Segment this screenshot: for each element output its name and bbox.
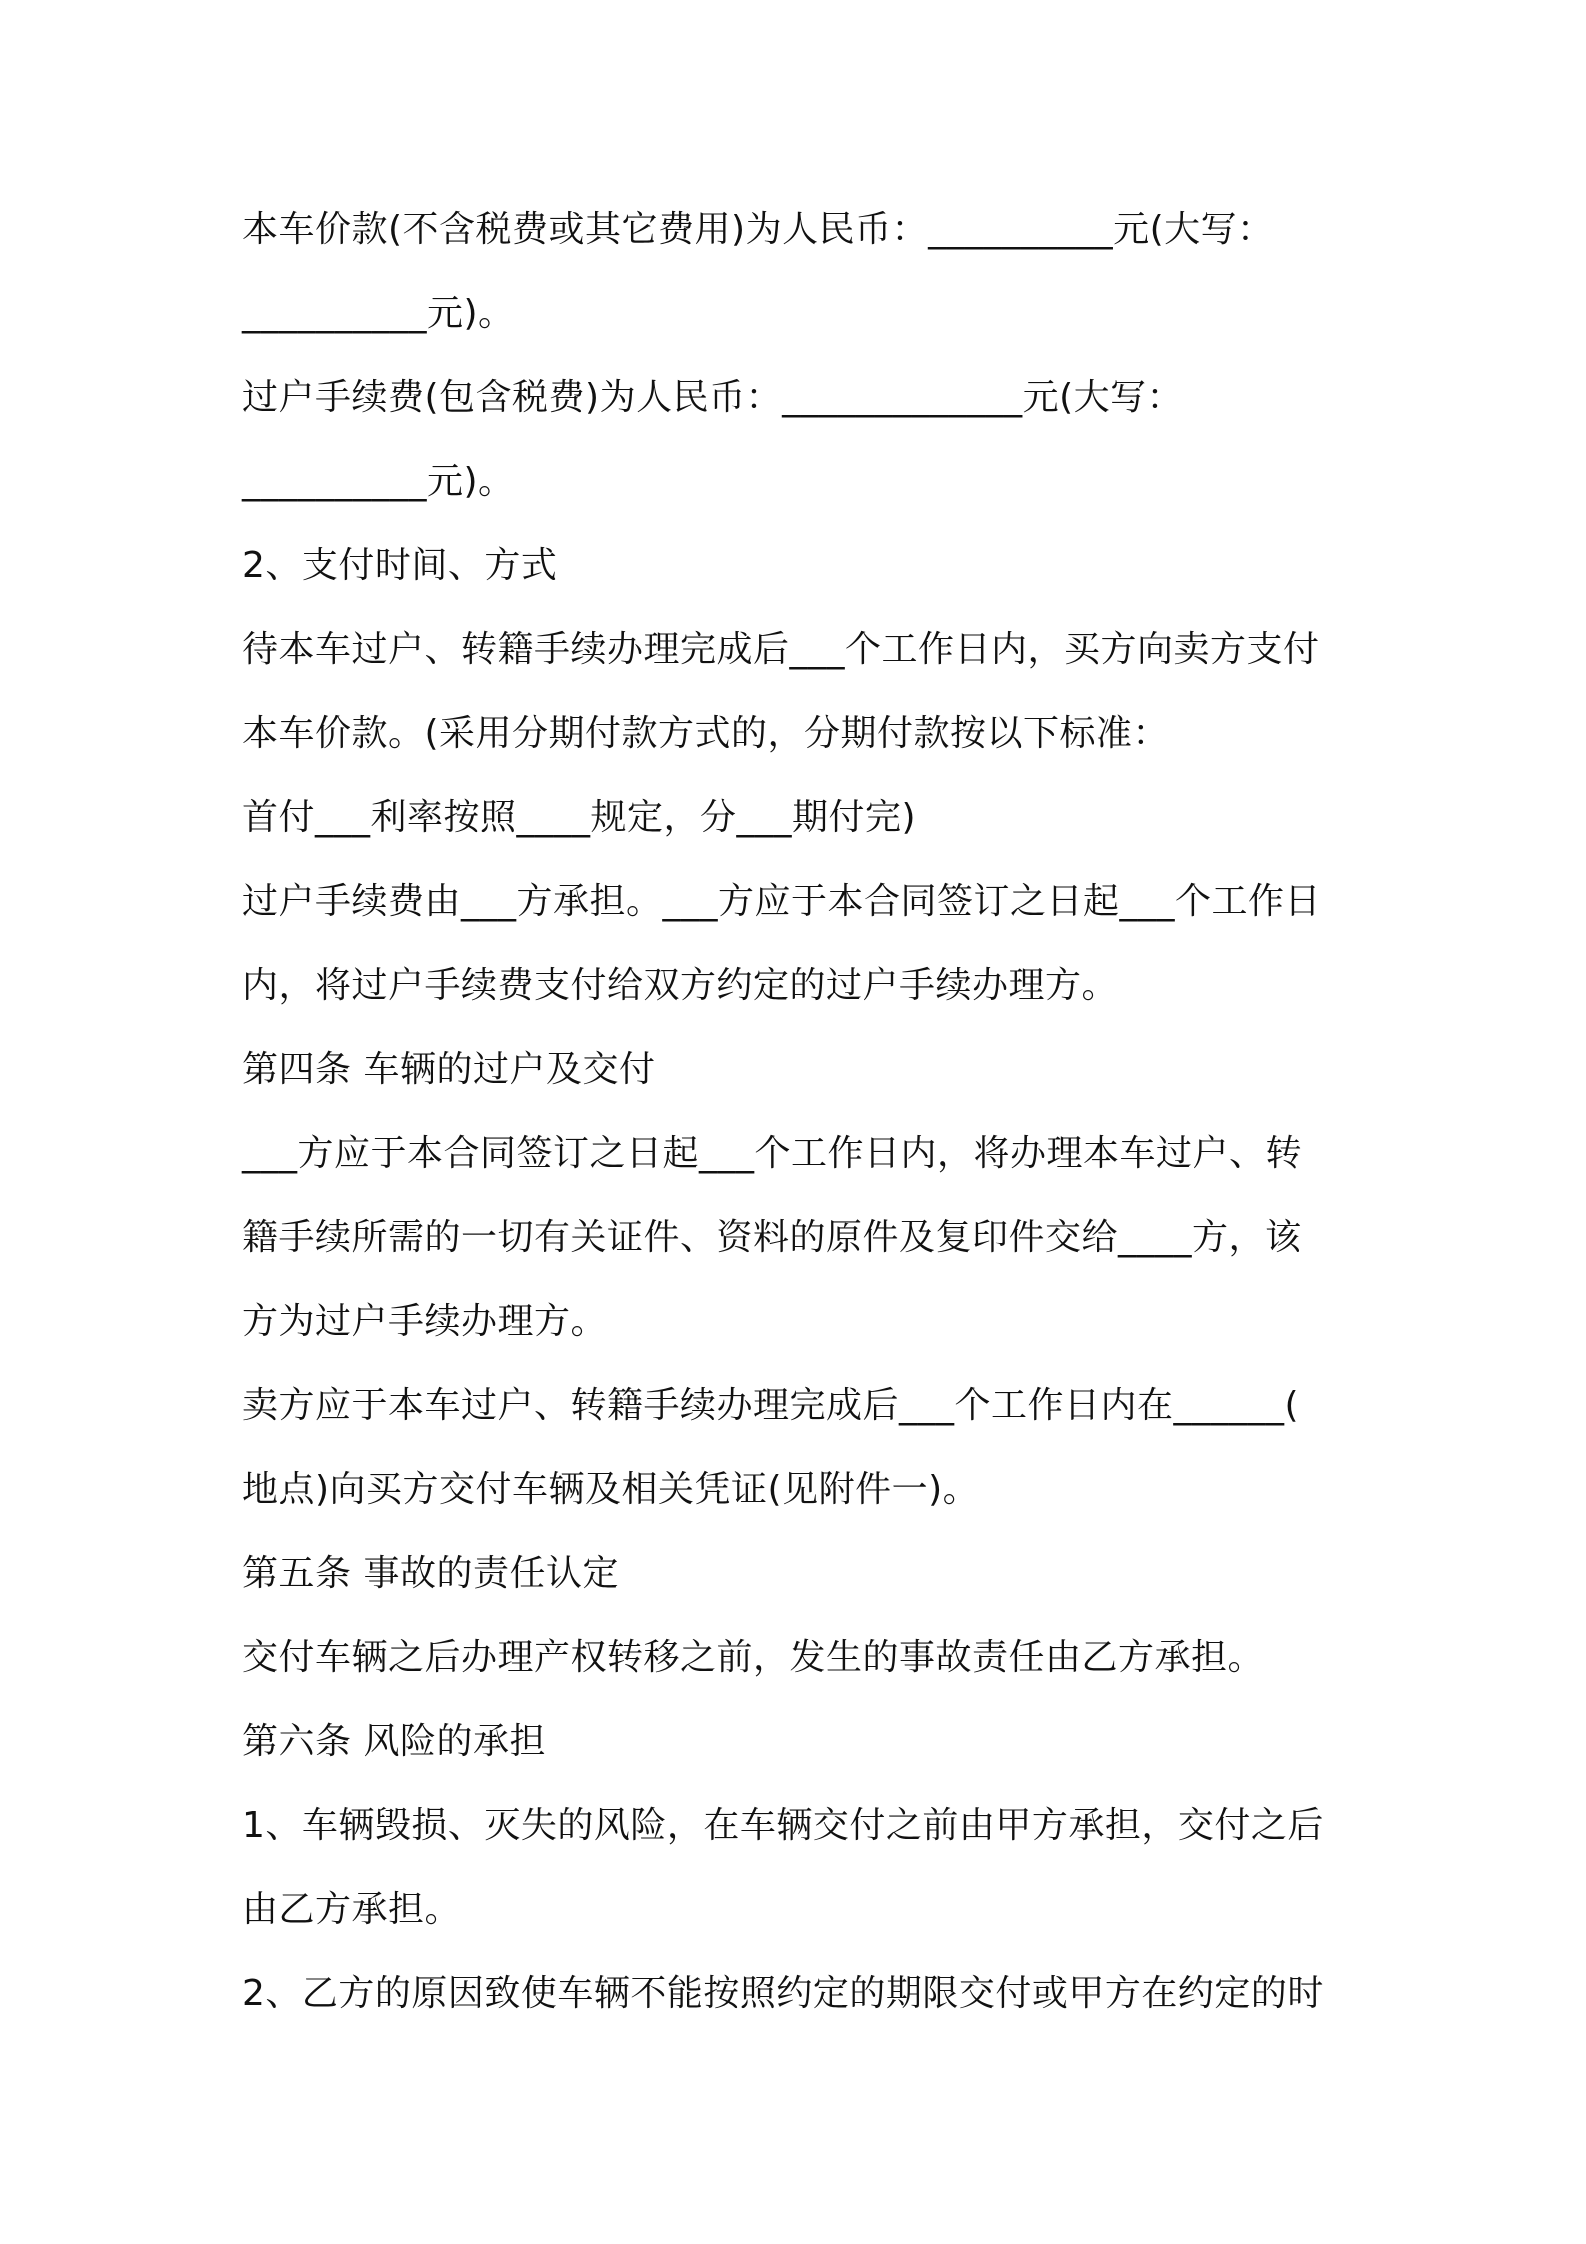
text-line: 籍手续所需的一切有关证件、资料的原件及复印件交给____方，该 bbox=[242, 1217, 1302, 1258]
section-heading: 2、支付时间、方式 bbox=[242, 545, 558, 586]
text-line: 卖方应于本车过户、转籍手续办理完成后___个工作日内在______( bbox=[242, 1385, 1300, 1426]
text-line: 由乙方承担。 bbox=[242, 1889, 462, 1930]
text-line: 过户手续费(包含税费)为人民币：_____________元(大写： bbox=[242, 377, 1184, 418]
text-line: 内，将过户手续费支付给双方约定的过户手续办理方。 bbox=[242, 965, 1119, 1006]
text-line: ___方应于本合同签订之日起___个工作日内，将办理本车过户、转 bbox=[242, 1133, 1303, 1174]
text-line: 地点)向买方交付车辆及相关凭证(见附件一)。 bbox=[242, 1469, 980, 1510]
text-line: 过户手续费由___方承担。___方应于本合同签订之日起___个工作日 bbox=[242, 881, 1322, 922]
text-line: 本车价款。(采用分期付款方式的，分期付款按以下标准： bbox=[242, 713, 1170, 754]
text-line: 本车价款(不含税费或其它费用)为人民币：__________元(大写： bbox=[242, 209, 1274, 250]
text-line: __________元)。 bbox=[242, 293, 515, 334]
text-line: 方为过户手续办理方。 bbox=[242, 1301, 608, 1342]
article-heading: 第四条 车辆的过户及交付 bbox=[242, 1049, 656, 1090]
article-heading: 第五条 事故的责任认定 bbox=[242, 1553, 619, 1594]
text-line: 2、乙方的原因致使车辆不能按照约定的期限交付或甲方在约定的时 bbox=[242, 1973, 1324, 2014]
text-line: 待本车过户、转籍手续办理完成后___个工作日内，买方向卖方支付 bbox=[242, 629, 1320, 670]
text-line: 交付车辆之后办理产权转移之前，发生的事故责任由乙方承担。 bbox=[242, 1637, 1265, 1678]
text-line: __________元)。 bbox=[242, 461, 515, 502]
article-heading: 第六条 风险的承担 bbox=[242, 1721, 546, 1762]
text-line: 首付___利率按照____规定，分___期付完) bbox=[242, 797, 917, 838]
text-line: 1、车辆毁损、灭失的风险，在车辆交付之前由甲方承担，交付之后 bbox=[242, 1805, 1324, 1846]
